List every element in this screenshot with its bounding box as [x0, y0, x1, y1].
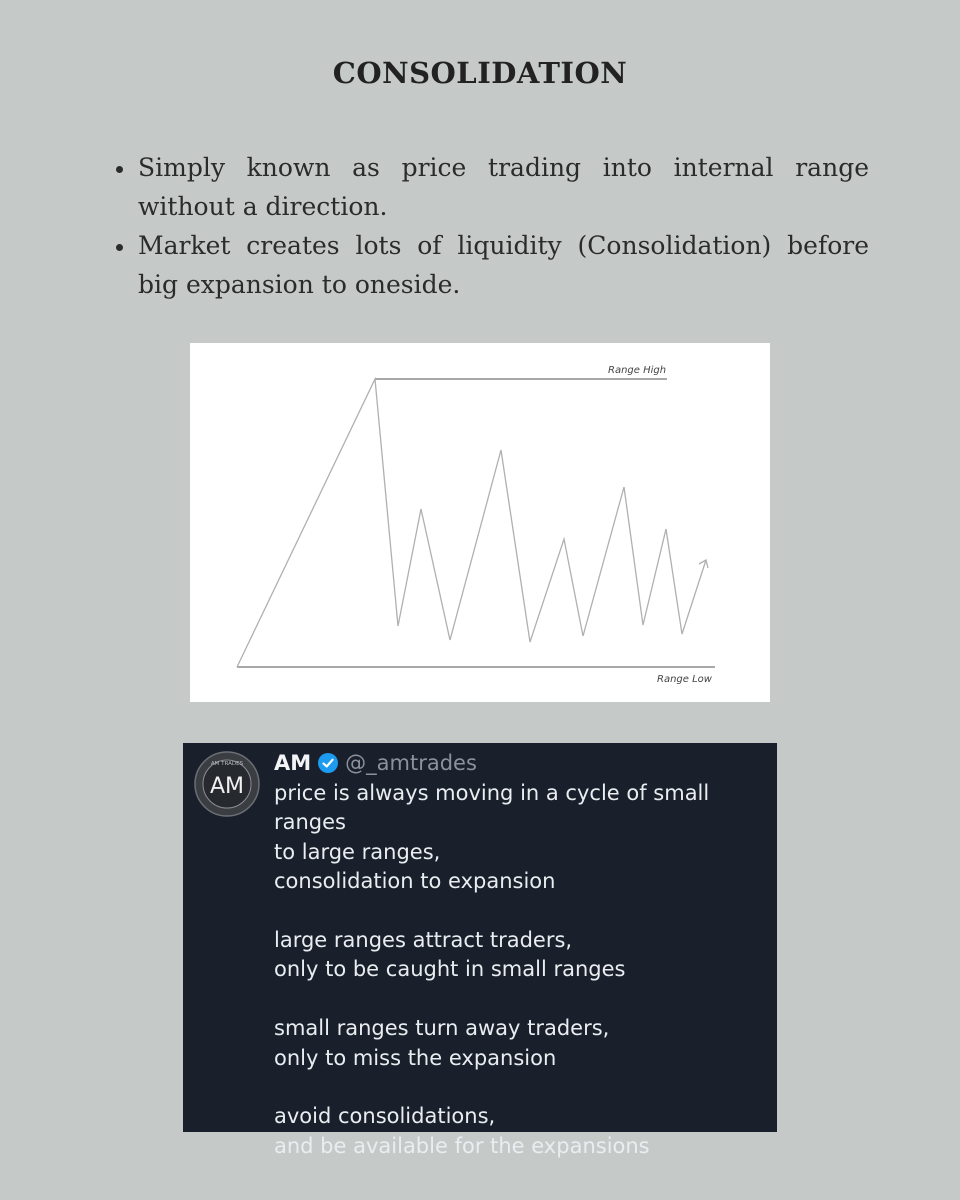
tweet-line: and be available for the expansions [274, 1133, 650, 1158]
range-high-label: Range High [608, 365, 667, 376]
tweet-line: consolidation to expansion [274, 869, 556, 894]
bullet-item: Simply known as price trading into internal range without a direction. [138, 148, 869, 226]
consolidation-diagram [190, 343, 770, 702]
tweet-line: large ranges attract traders, [274, 928, 573, 953]
avatar-text: AM [209, 774, 245, 799]
tweet-paragraph [274, 779, 774, 897]
avatar-ring-text: AM TRADES [210, 761, 244, 767]
tweet-line: avoid consolidations, [274, 1104, 496, 1129]
range-low-label: Range Low [657, 674, 712, 685]
tweet-header [274, 749, 477, 777]
tweet-line: small ranges turn away traders, [274, 1016, 610, 1041]
tweet-paragraph [274, 1014, 774, 1073]
tweet-paragraph [274, 926, 774, 985]
avatar[interactable] [193, 750, 261, 818]
consolidation-diagram-svg [190, 343, 770, 702]
bullet-list [138, 148, 869, 304]
tweet-line: price is always moving in a cycle of small ranges [274, 781, 710, 835]
tweet-card [183, 743, 777, 1158]
price-path-line [237, 379, 706, 667]
avatar-logo-icon [193, 750, 261, 818]
tweet-line: only to miss the expansion [274, 1045, 557, 1070]
page-title: CONSOLIDATION [332, 56, 628, 90]
verified-badge-icon [317, 752, 339, 774]
tweet-author-name[interactable]: AM [274, 751, 312, 775]
tweet-text [274, 779, 774, 1161]
tweet-line: to large ranges, [274, 839, 441, 864]
bullet-item: Market creates lots of liquidity (Consolidation) before big expansion to oneside. [138, 226, 869, 304]
tweet-line: only to be caught in small ranges [274, 957, 626, 982]
tweet-paragraph [274, 1102, 774, 1161]
tweet-author-handle[interactable]: @_amtrades [345, 751, 477, 775]
